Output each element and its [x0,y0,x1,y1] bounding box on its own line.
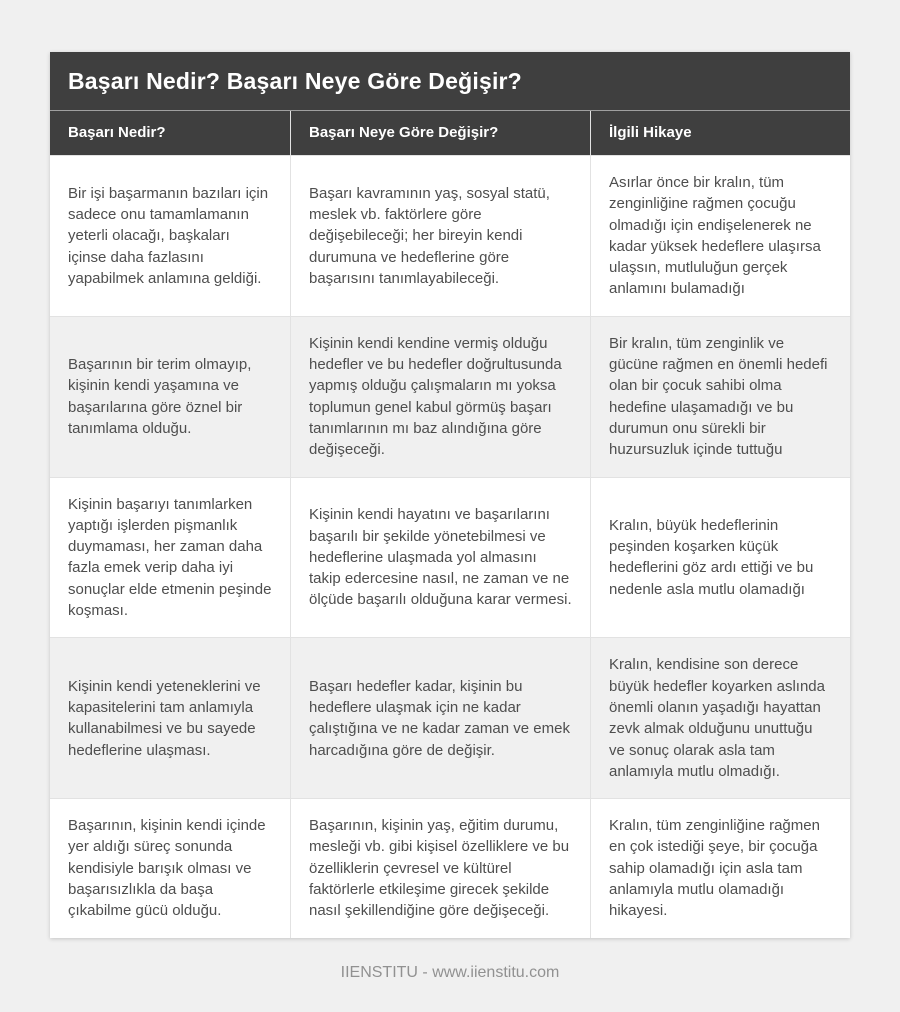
table-row [50,316,850,477]
content-card [50,52,850,938]
table-row [50,155,850,316]
table-cell: Başarının bir terim olmayıp, kişinin kendi yaşamına ve başarılarına göre öznel bir tanımlama olduğu. [68,356,252,437]
table-cell: Kralın, kendisine son derece büyük hedefler koyarken aslında önemli olanın yaşadığı hayattan zevk almak olduğunu unuttuğu ve sonuç olarak asla tam anlamıyla mutlu olmadığı. [590,638,850,798]
table-body [50,155,850,938]
table-row [50,477,850,638]
column-header-basari-neye-gore-degisir: Başarı Neye Göre Değişir? [290,111,590,155]
table-cell: Bir kralın, tüm zenginlik ve gücüne rağmen en önemli hedefi olan bir çocuk sahibi olma hedefine ulaşamadığı ve bu durumun onu sürekli bir huzursuzluk içinde tuttuğu [590,317,850,477]
table-cell: Bir işi başarmanın bazıları için sadece onu tamamlamanın yeterli olacağı, başkaları içinse daha fazlasını yapabilmek anlamına geldiği. [68,184,269,287]
table-cell: Kişinin kendi yeteneklerini ve kapasitelerini tam anlamıyla kullanabilmesi ve bu sayede hedeflerine ulaşması. [68,677,261,759]
footer-text: IIENSTITU - www.iienstitu.com [340,963,560,981]
table-cell: Kralın, büyük hedeflerinin peşinden koşarken küçük hedeflerini göz ardı ettiği ve bu nedenle asla mutlu olamadığı [590,478,850,638]
page-title: Başarı Nedir? Başarı Neye Göre Değişir? [50,52,850,110]
table-cell: Başarı hedefler kadar, kişinin bu hedeflere ulaşmak için ne kadar çalıştığına ve ne kadar zaman ve emek harcadığına göre de değişir. [290,638,590,798]
table-cell: Başarı kavramının yaş, sosyal statü, meslek vb. faktörlere göre değişebileceği; her bireyin kendi durumuna ve hedeflerine göre başarısını tanımlayabileceği. [290,156,590,316]
table-row [50,798,850,937]
table-cell: Kralın, tüm zenginliğine rağmen en çok istediği şeye, bir çocuğa sahip olamadığı için asla tam anlamıyla mutlu olamadığı hikayesi. [590,799,850,937]
table-cell: Asırlar önce bir kralın, tüm zenginliğine rağmen çocuğu olmadığı için endişelenerek ne kadar yüksek hedeflere ulaşırsa ulaşsın, mutluluğun gerçek anlamını bulamadığı [590,156,850,316]
table-cell: Kişinin kendi kendine vermiş olduğu hedefler ve bu hedefler doğrultusunda yapmış olduğu çalışmaların mı yoksa toplumun genel kabul görmüş başarı tanımlarının mı baz alındığına göre değişeceği. [290,317,590,477]
column-header-basari-nedir: Başarı Nedir? [68,124,166,141]
table-header-row [50,110,850,155]
table-row [50,637,850,798]
column-header-ilgili-hikaye: İlgili Hikaye [590,111,850,155]
table-cell: Başarının, kişinin kendi içinde yer aldığı süreç sonunda kendisiyle barışık olması ve başarısızlıkla da başa çıkabilme gücü olduğu. [68,817,266,920]
table-cell: Kişinin başarıyı tanımlarken yaptığı işlerden pişmanlık duymaması, her zaman daha fazla emek verip daha iyi sonuçlar elde etmenin peşinde koşması. [68,495,272,620]
table-cell: Başarının, kişinin yaş, eğitim durumu, mesleği vb. gibi kişisel özelliklere ve bu özelliklerin çevresel ve kültürel faktörlerle etkileşime girecek şekilde nasıl şekillendiğine göre değişeceği. [290,799,590,937]
table-cell: Kişinin kendi hayatını ve başarılarını başarılı bir şekilde yönetebilmesi ve hedeflerine ulaşmada yol almasını takip edercesine nasıl, ne zaman ve ne ölçüde başarılı olduğuna karar vermesi. [290,478,590,638]
